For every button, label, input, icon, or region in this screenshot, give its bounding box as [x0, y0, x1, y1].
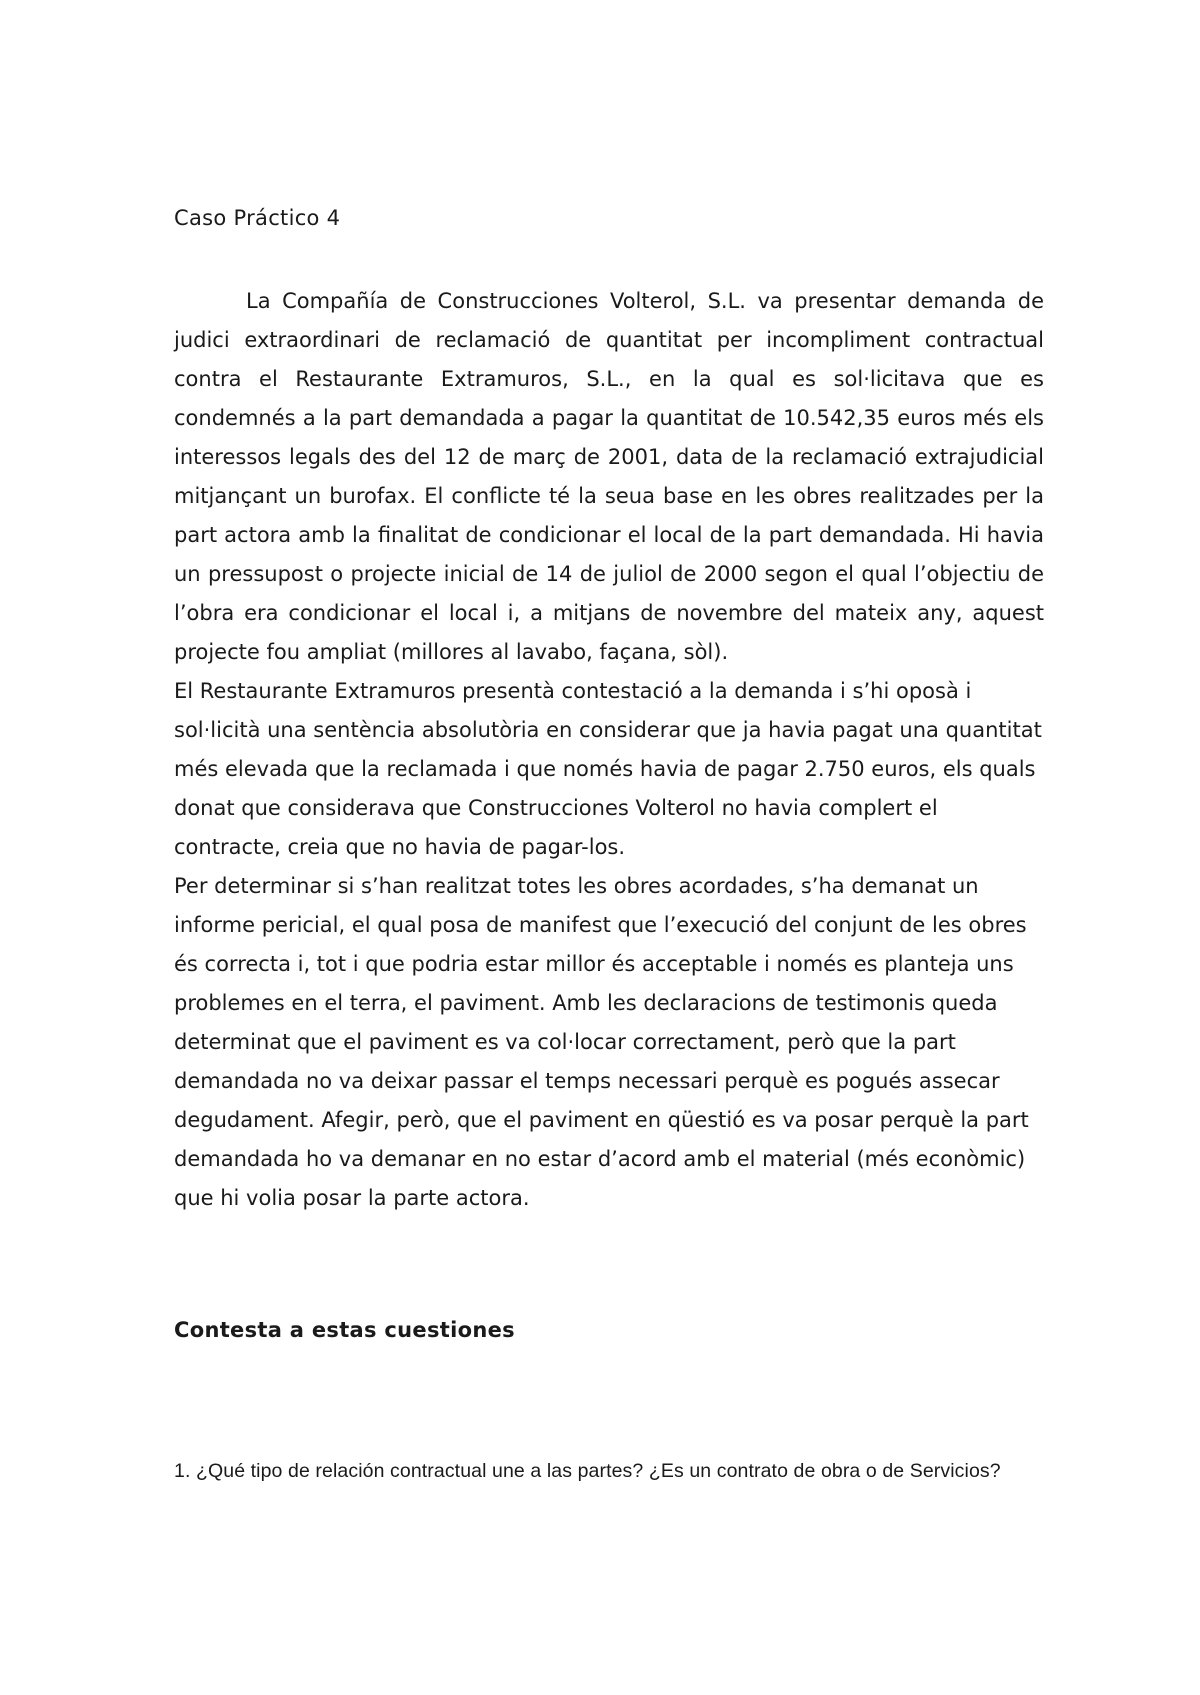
- document-title: Caso Práctico 4: [174, 206, 341, 230]
- question-item: 1. ¿Qué tipo de relación contractual une a las partes? ¿Es un contrato de obra o de Servicios?: [174, 1460, 1001, 1482]
- case-paragraph-response: El Restaurante Extramuros presentà contestació a la demanda i s’hi oposà i sol·licità una sentència absolutòria en considerar que ja havia pagat una quantitat més elevada que la reclamada i que només havia de pagar 2.750 euros, els quals donat que considerava que Construcciones Volterol no havia complert el contracte, creia que no havia de pagar-los.: [174, 679, 1042, 859]
- question-list: [174, 1460, 1001, 1483]
- case-paragraph-expert-report: Per determinar si s’han realitzat totes les obres acordades, s’ha demanat un informe pericial, el qual posa de manifest que l’execució del conjunt de les obres és correcta i, tot i que podria estar millor és acceptable i només es planteja uns problemes en el terra, el paviment. Amb les declaracions de testimonis queda determinat que el paviment es va col·locar correctament, però que la part demandada no va deixar passar el temps necessari perquè es pogués assecar degudament. Afegir, però, que el paviment en qüestió es va posar perquè la part demandada ho va demanar en no estar d’acord amb el material (més econòmic) que hi volia posar la parte actora.: [174, 874, 1029, 1210]
- case-paragraph-intro: La Compañía de Construcciones Volterol, S.L. va presentar demanda de judici extraordinari de reclamació de quantitat per incompliment contractual contra el Restaurante Extramuros, S.L., en la qual es sol·licitava que es condemnés a la part demandada a pagar la quantitat de 10.542,35 euros més els interessos legals des del 12 de març de 2001, data de la reclamació extrajudicial mitjançant un burofax. El conflicte té la seua base en les obres realitzades per la part actora amb la finalitat de condicionar el local de la part demandada. Hi havia un pressupost o projecte inicial de 14 de juliol de 2000 segon el qual l’objectiu de l’obra era condicionar el local i, a mitjans de novembre del mateix any, aquest projecte fou ampliat (millores al lavabo, façana, sòl).: [174, 289, 1044, 664]
- questions-heading: Contesta a estas cuestiones: [174, 1318, 515, 1342]
- case-text: [174, 282, 1044, 1218]
